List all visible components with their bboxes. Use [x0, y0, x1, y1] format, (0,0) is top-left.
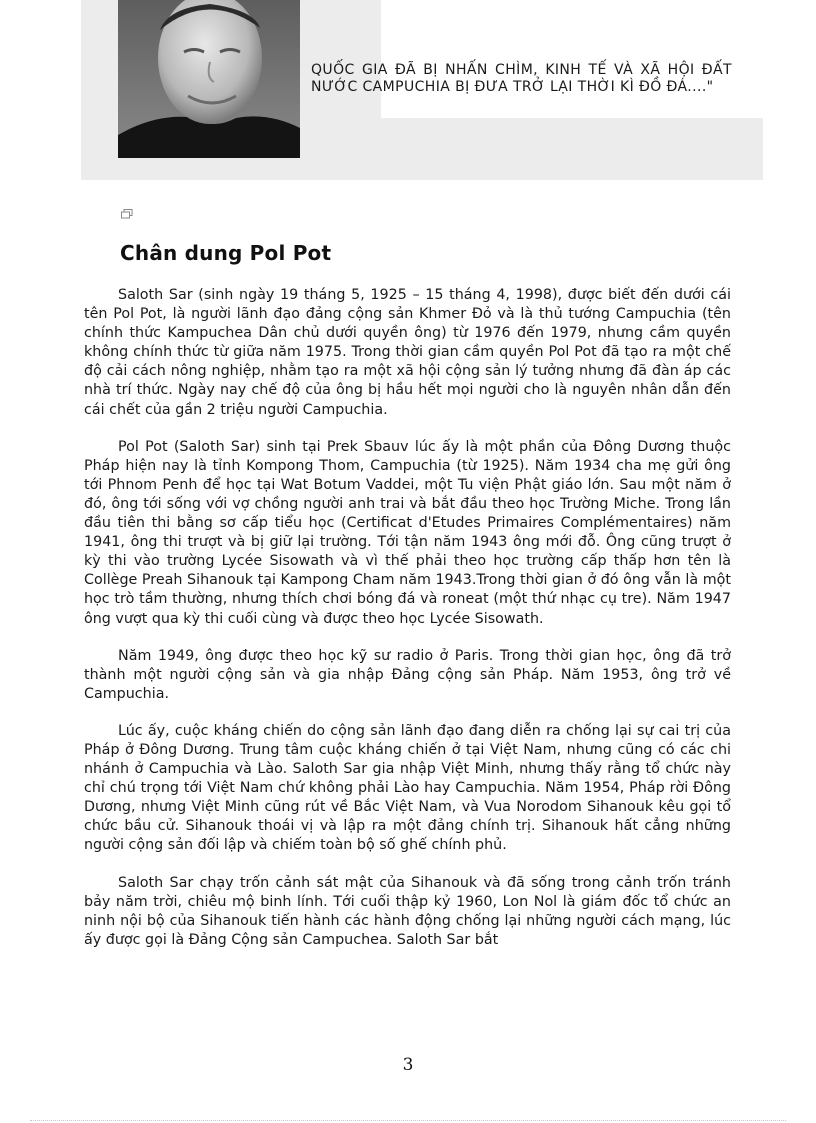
portrait-image [118, 0, 300, 158]
anchor-icon [121, 209, 133, 219]
paragraph: Saloth Sar chạy trốn cảnh sát mật của Sihanouk và đã sống trong cảnh trốn tránh bảy năm trời, chiêu mộ binh lính. Tới cuối thập kỷ 1960, Lon Nol là giám đốc tổ chức an ninh nội bộ của Sihanouk tiến hành các hành động chống lại những người cách mạng, lúc ấy được gọi là Đảng Cộng sản Campuchea. Saloth Sar bắt [84, 874, 731, 948]
page-title: Chân dung Pol Pot [120, 241, 332, 265]
quote-text: QUỐC GIA ĐÃ BỊ NHẤN CHÌM, KINH TẾ VÀ XÃ HỘI ĐẤT NƯỚC CAMPUCHIA BỊ ĐƯA TRỞ LẠI THỜI KÌ ĐỒ ĐÁ...." [311, 62, 732, 95]
paragraph: Năm 1949, ông được theo học kỹ sư radio ở Paris. Trong thời gian học, ông đã trở thành một người cộng sản và gia nhập Đảng cộng sản Pháp. Năm 1953, ông trở về Campuchia. [84, 647, 731, 702]
paragraph: Saloth Sar (sinh ngày 19 tháng 5, 1925 – 15 tháng 4, 1998), được biết đến dưới cái tên Pol Pot, là người lãnh đạo đảng cộng sản Khmer Đỏ và là thủ tướng Campuchia (tên chính thức Kampuchea Dân chủ dưới quyền ông) từ 1976 đến 1979, nhưng cầm quyền không chính thức từ giữa năm 1975. Trong thời gian cầm quyền Pol Pot đã tạo ra một chế độ cải cách nông nghiệp, nhằm tạo ra một xã hội cộng sản lý tưởng nhưng đã đàn áp các nhà trí thức. Ngày nay chế độ của ông bị hầu hết mọi người cho là nguyên nhân dẫn đến cái chết của gần 2 triệu người Campuchia. [84, 287, 731, 418]
article-body [84, 286, 731, 968]
paragraph: Lúc ấy, cuộc kháng chiến do cộng sản lãnh đạo đang diễn ra chống lại sự cai trị của Pháp ở Đông Dương. Trung tâm cuộc kháng chiến ở tại Việt Nam, nhưng cũng có các chi nhánh ở Campuchia và Lào. Saloth Sar gia nhập Việt Minh, nhưng thấy rằng tổ chức này chỉ chú trọng tới Việt Nam chứ không phải Lào hay Campuchia. Năm 1954, Pháp rời Đông Dương, nhưng Việt Minh cũng rút về Bắc Việt Nam, và Vua Norodom Sihanouk kêu gọi tổ chức bầu cử. Sihanouk thoái vị và lập ra một đảng chính trị. Sihanouk hất cẳng những người cộng sản đối lập và chiếm toàn bộ số ghế chính phủ. [84, 722, 731, 854]
page-number: 3 [402, 1055, 414, 1075]
portrait-photo [118, 0, 300, 158]
header-band-inner [381, 0, 763, 118]
page-bottom-rule [30, 1120, 786, 1121]
paragraph: Pol Pot (Saloth Sar) sinh tại Prek Sbauv lúc ấy là một phần của Đông Dương thuộc Pháp hiện nay là tỉnh Kompong Thom, Campuchia (từ 1925). Năm 1934 cha mẹ gửi ông tới Phnom Penh để học tại Wat Botum Vaddei, một Tu viện Phật giáo lớn. Sau một năm ở đó, ông tới sống với vợ chồng người anh trai và bắt đầu theo học Trường Miche. Trong lần đầu tiên thi bằng sơ cấp tiểu học (Certificat d'Etudes Primaires Complémentaires) năm 1941, ông thi trượt và bị giữ lại trường. Tới tận năm 1943 ông mới đỗ. Ông cũng trượt ở kỳ thi vào trường Lycée Sisowath và vì thế phải theo học trường cấp thấp hơn tên là Collège Preah Sihanouk tại Kampong Cham năm 1943.Trong thời gian ở đó ông vẫn là một học trò tầm thường, nhưng thích chơi bóng đá và roneat (một thứ nhạc cụ tre). Năm 1947 ông vượt qua kỳ thi cuối cùng và được theo học Lycée Sisowath. [84, 438, 731, 627]
